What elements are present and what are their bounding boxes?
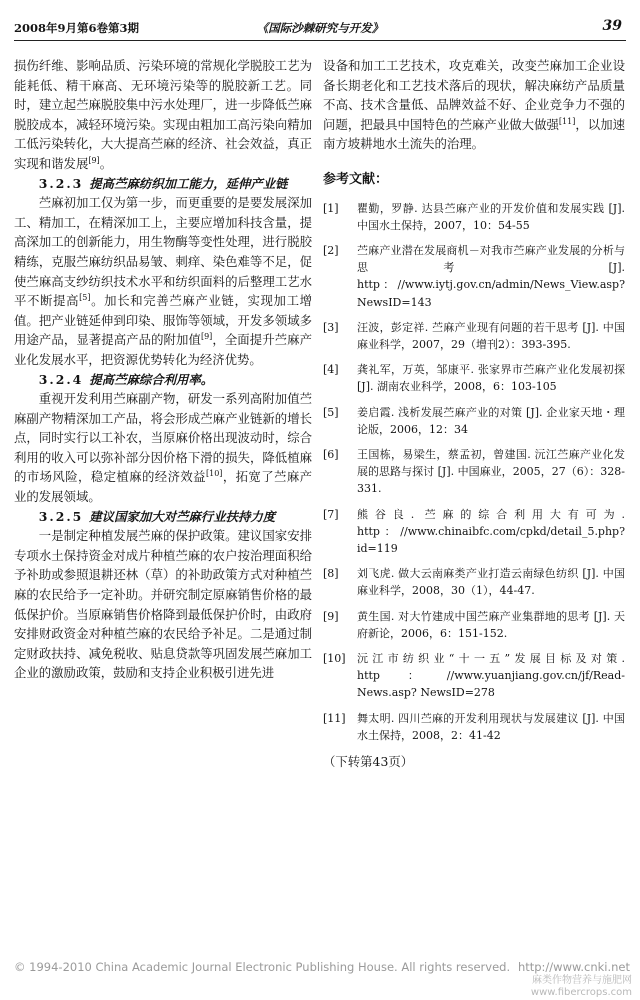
- watermark-line: www.fibercrops.com: [530, 987, 632, 998]
- paragraph-text: 。: [99, 155, 113, 171]
- paragraph-text: 重视开发利用苎麻副产物，研发一系列高附加值苎麻副产物精深加工产品，将会形成苎麻产业链新的增长点，同时实行以工补农，当原麻价格出现波动时，综合利用的收入可以弥补部分因价格下滑的损失，降低植麻的市场风险，稳定植麻的经济效益: [14, 391, 312, 485]
- continued-note: （下转第43页）: [323, 754, 414, 770]
- section-number: 3.2.4: [38, 371, 84, 387]
- reference-text: 王国栋，易梁生，蔡孟初，曾建国. 沅江苎麻产业化发展的思路与探讨 [J]. 中国麻业，2005，27（6）：328-331.: [357, 448, 625, 496]
- watermark: [531, 975, 632, 999]
- reference-item: [323, 650, 625, 702]
- paragraph-text: ，以加速南方坡耕地水土流失的治理。: [323, 116, 626, 152]
- journal-title: 《国际沙棘研究与开发》: [256, 21, 384, 35]
- right-column: [323, 56, 625, 772]
- reference-item: [323, 200, 625, 234]
- reference-item: [323, 565, 625, 599]
- reference-number: [4]: [323, 363, 339, 377]
- reference-number: [3]: [323, 320, 339, 334]
- reference-text: 刘飞虎. 做大云南麻类产业打造云南绿色纺织 [J]. 中国麻业科学，2008，30（1），44-47.: [357, 567, 625, 598]
- citation: [5]: [79, 293, 91, 302]
- left-column: [14, 56, 312, 683]
- reference-number: [6]: [323, 448, 339, 461]
- reference-number: [2]: [323, 243, 339, 257]
- reference-number: [8]: [323, 567, 339, 581]
- reference-item: [323, 710, 625, 744]
- issue-info: 2008年9月第6卷第3期: [14, 21, 140, 35]
- reference-item: [323, 608, 625, 642]
- section-title: 提高苎麻综合利用率。: [89, 371, 214, 387]
- subsection-heading-3-2-5: [14, 507, 312, 527]
- watermark-line: 麻类作物营养与施肥网: [532, 975, 632, 986]
- citation: [9]: [200, 332, 213, 342]
- reference-text: 瞿勤，罗静. 达县苎麻产业的开发价值和发展实践 [J]. 中国水土保持，2007，10：54-55: [357, 201, 625, 232]
- copyright-notice: © 1994-2010 China Academic Journal Electronic Publishing House. All rights reserved.: [14, 960, 511, 974]
- section-title: 提高苎麻纺织加工能力，延伸产业链: [89, 175, 288, 191]
- page-header: [14, 18, 626, 41]
- reference-item: [323, 506, 625, 558]
- reference-item: [323, 242, 625, 311]
- paragraph-text: 苎麻初加工仅为第一步，而更重要的是要发展深加工、精加工，在精深加工上，主要应增加科技含量，提高深加工的创新能力，用生物酶等变性处理，进行脱胶精练，克服苎麻纺织品易皱、刺痒、染色难等不足，促使苎麻高支纱纺织技术水平和纺织面料的后整理工艺水平不断提高: [14, 195, 312, 309]
- reference-item: [323, 404, 625, 438]
- subsection-heading-3-2-3: [14, 174, 312, 194]
- paragraph: [323, 56, 625, 154]
- paragraph: [14, 193, 312, 369]
- reference-text: 姜启霞. 浅析发展苎麻产业的对策 [J]. 企业家天地・理论版，2006，12：34: [357, 405, 625, 436]
- reference-number: [5]: [323, 405, 339, 419]
- reference-number: [10]: [323, 652, 346, 666]
- paragraph-text: 设备和加工工艺技术，攻克难关，改变苎麻加工企业设备长期老化和工艺技术落后的现状，解决麻纺产品质量不高、技术含量低、品牌效益不好、企业竞争力不强的问题，把最具中国特色的苎麻产业做大做强: [323, 58, 625, 132]
- reference-list: [323, 200, 625, 744]
- paragraph-text: 。加长和完善苎麻产业链，实现加工增值。把产业链延伸到印染、服饰等领域，开发多领域多用途产品，显著提高产品的附加值: [14, 293, 313, 348]
- footer-site-link[interactable]: http://www.cnki.net: [517, 960, 630, 974]
- paragraph: [14, 56, 312, 174]
- reference-number: [9]: [323, 609, 339, 623]
- subsection-heading-3-2-4: [14, 370, 312, 390]
- page-number: 39: [602, 18, 622, 34]
- paragraph-text: ，全面提升苎麻产业化发展水平，把资源优势转化为经济优势。: [14, 332, 313, 367]
- reference-text: 舞太明. 四川苎麻的开发利用现状与发展建议 [J]. 中国水土保持，2008，2：41-42: [357, 711, 625, 742]
- reference-text: 黄生国. 对大竹建成中国苎麻产业集群地的思考 [J]. 天府新论，2006，6：151-152.: [357, 609, 625, 640]
- reference-number: [7]: [323, 507, 339, 521]
- citation: [11]: [558, 116, 576, 126]
- section-number: 3.2.3: [38, 175, 84, 191]
- citation: [9]: [88, 155, 100, 165]
- reference-text: 熊谷良. 苎麻的综合利用大有可为. http：//www.chinaibfc.com/cpkd/detail_5.php? id=119: [357, 507, 625, 556]
- reference-item: [323, 446, 625, 498]
- section-number: 3.2.5: [38, 508, 84, 524]
- reference-item: [323, 319, 625, 353]
- section-title: 建议国家加大对苎麻行业扶持力度: [89, 508, 276, 524]
- paragraph: [14, 389, 312, 507]
- references-heading: 参考文献：: [323, 171, 389, 187]
- reference-text: 沅江市纺织业“十一五”发展目标及对策. http：//www.yuanjiang.gov.cn/jf/Read-News.asp? NewsID=278: [357, 652, 625, 700]
- paragraph: 一是制定种植发展苎麻的保护政策。建议国家安排专项水土保持资金对成片种植苎麻的农户按治理面积给予补助或参照退耕还林（草）的补助政策方式对种植苎麻的农民给予一定补助。并研究制定原麻销售价格的最低保护价。当原麻销售价格降到最低保护价时，由政府安排财政资金对种植苎麻的农民给予补足。二是通过制定财政扶持、减免税收、贴息贷款等巩固发展苎麻加工企业的激励政策，鼓励和支持企业积极引进先进: [14, 528, 312, 681]
- reference-text: 苎麻产业潜在发展商机－对我市苎麻产业发展的分析与思考 [J]. http：//www.iytj.gov.cn/admin/News_View.asp? NewsID=143: [357, 243, 625, 309]
- reference-item: [323, 361, 625, 395]
- paragraph-text: 损伤纤维、影响品质、污染环境的常规化学脱胶工艺为能耗低、精干麻高、无环境污染等的脱胶新工艺。同时，建立起苎麻脱胶集中污水处理厂，进一步降低苎麻脱胶成本，减轻环境污染。实现由粗加工高污染向精加工低污染转化，大大提高苎麻的经济、社会效益，真正实现和谐发展: [14, 58, 312, 171]
- reference-text: 龚礼军，万英，邹康平. 张家界市苎麻产业化发展初探 [J]. 湖南农业科学，2008，6：103-105: [357, 363, 625, 394]
- reference-text: 汪波，彭定祥. 苎麻产业现有问题的若干思考 [J]. 中国麻业科学，2007，29（增刊2）：393-395.: [357, 320, 625, 351]
- citation: [10]: [206, 469, 223, 479]
- reference-number: [1]: [323, 201, 339, 215]
- reference-number: [11]: [323, 711, 346, 725]
- paragraph-text: ，拓宽了苎麻产业的发展领域。: [14, 469, 313, 505]
